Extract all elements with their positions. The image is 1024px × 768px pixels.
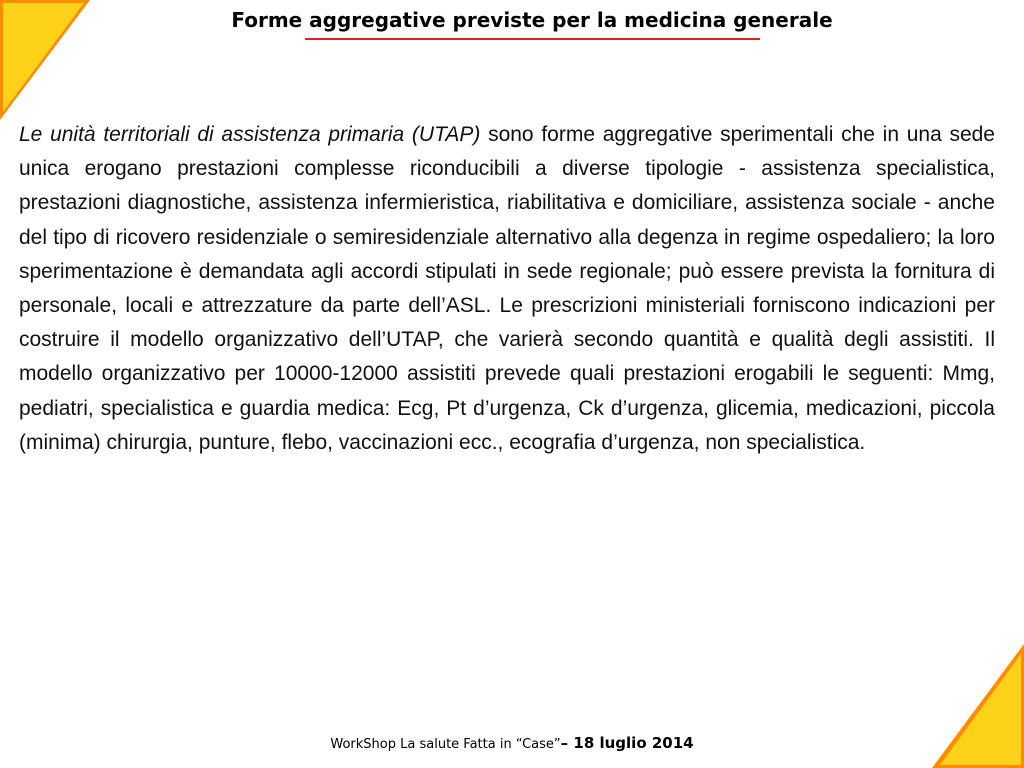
footer [0, 734, 1024, 752]
title-underline [305, 38, 760, 40]
corner-decoration-top-left [0, 0, 90, 120]
slide-title: Forme aggregative previste per la medicina generale [231, 8, 833, 32]
footer-event: WorkShop La salute Fatta in “Case” [330, 737, 561, 752]
corner-decoration-bottom-right [932, 644, 1024, 768]
body-lead-italic: Le unità territoriali di assistenza primaria (UTAP) [19, 123, 481, 146]
footer-date: – 18 luglio 2014 [560, 734, 694, 752]
body-paragraph [19, 118, 995, 460]
body-text: sono forme aggregative sperimentali che in una sede unica erogano prestazioni complesse riconducibili a diverse tipologie - assistenza specialistica, prestazioni diagnostiche, assistenza infermieristica, riabilitativa e domiciliare, assistenza sociale - anche del tipo di ricovero residenziale o semiresidenziale alternativo alla degenza in regime ospedaliero; la loro sperimentazione è demandata agli accordi stipulati in sede regionale; può essere prevista la fornitura di personale, locali e attrezzature da parte dell’ASL. Le prescrizioni ministeriali forniscono indicazioni per costruire il modello organizzativo dell’UTAP, che varierà secondo quantità e qualità degli assistiti. Il modello organizzativo per 10000-12000 assistiti prevede quali prestazioni erogabili le seguenti: Mmg, pediatri, specialistica e guardia medica: Ecg, Pt d’urgenza, Ck d’urgenza, glicemia, medicazioni, piccola (minima) chirurgia, punture, flebo, vaccinazioni ecc., ecografia d’urgenza, non specialistica. [19, 123, 995, 454]
